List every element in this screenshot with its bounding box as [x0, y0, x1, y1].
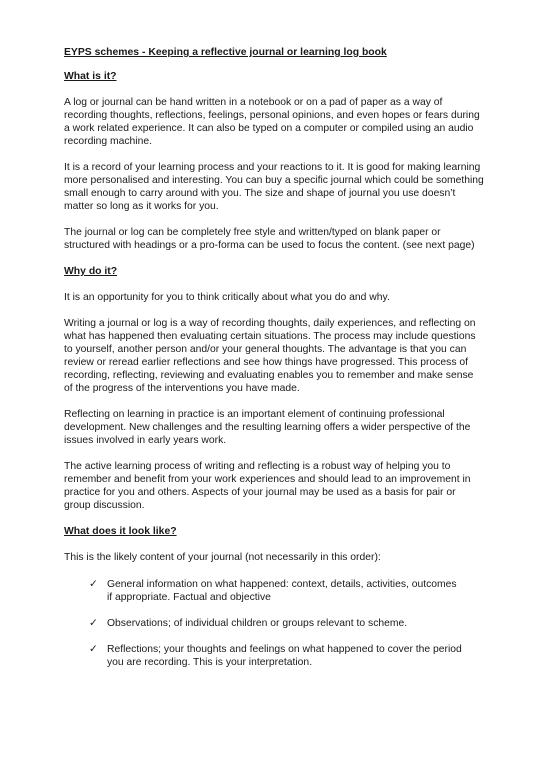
- paragraph: It is a record of your learning process and your reactions to it. It is good for making learning more personalised and interesting. You can buy a specific journal which could be something small enough to carry around with you. The size and shape of journal you use doesn’t matter so long as it works for you.: [64, 162, 484, 212]
- paragraph: The journal or log can be completely free style and written/typed on blank paper or structured with headings or a pro-forma can be used to focus the content. (see next page): [64, 227, 475, 251]
- content-checklist: [64, 578, 484, 669]
- checkmark-icon: ✓: [89, 617, 98, 629]
- paragraph: It is an opportunity for you to think critically about what you do and why.: [64, 292, 390, 303]
- paragraph: The active learning process of writing and reflecting is a robust way of helping you to remember and benefit from your work experiences and should lead to an improvement in practice for you and others. Aspects of your journal may be used as a basis for pair or group discussion.: [64, 461, 471, 511]
- list-item-text: Reflections; your thoughts and feelings on what happened to cover the period you are recording. This is your interpretation.: [107, 644, 462, 668]
- document-title: EYPS schemes - Keeping a reflective journal or learning log book: [64, 47, 387, 58]
- list-item-text: General information on what happened: context, details, activities, outcomes if appropriate. Factual and objective: [107, 579, 457, 603]
- heading-what-does-it-look-like: What does it look like?: [64, 526, 177, 537]
- heading-why-do-it: Why do it?: [64, 266, 118, 277]
- heading-what-is-it: What is it?: [64, 71, 117, 82]
- paragraph: A log or journal can be hand written in a notebook or on a pad of paper as a way of recording thoughts, reflections, feelings, personal opinions, and even hopes or fears during a work related experience. It can also be typed on a computer or compiled using an audio recording machine.: [64, 97, 480, 147]
- list-item-text: Observations; of individual children or groups relevant to scheme.: [107, 618, 408, 629]
- paragraph: Reflecting on learning in practice is an important element of continuing professional development. New challenges and the resulting learning offers a wider perspective of the issues involved in early years work.: [64, 409, 471, 446]
- document-page: [64, 46, 484, 682]
- checklist-intro: This is the likely content of your journal (not necessarily in this order):: [64, 552, 381, 563]
- list-item: [64, 643, 462, 669]
- list-item: [64, 617, 462, 630]
- list-item: [64, 578, 462, 604]
- checkmark-icon: ✓: [89, 643, 98, 655]
- checkmark-icon: ✓: [89, 578, 98, 590]
- paragraph: Writing a journal or log is a way of recording thoughts, daily experiences, and reflecting on what has happened then evaluating certain situations. The process may include questions to yourself, another person and/or your general thoughts. The advantage is that you can review or reread earlier reflections and see how things have progressed. This process of recording, reflecting, reviewing and evaluating enables you to remember and make sense of the progress of the interventions you have made.: [64, 318, 476, 394]
